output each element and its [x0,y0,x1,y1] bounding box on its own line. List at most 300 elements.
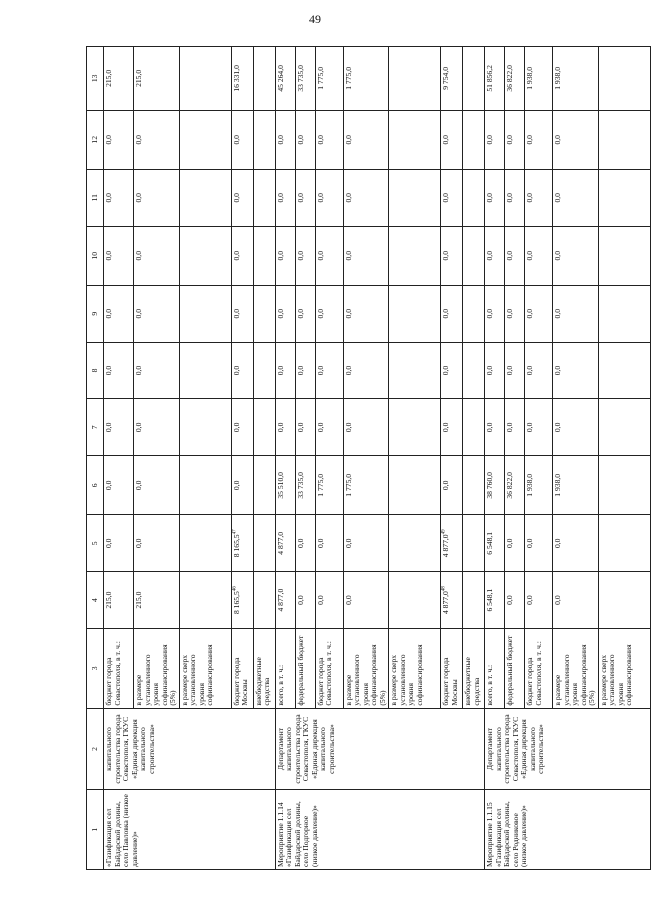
value-cell [253,515,275,572]
value-text: 4 877,0 [441,591,450,615]
value-text: 1 938,0 [553,66,562,90]
value-cell [295,285,315,342]
value-text: 0,0 [441,365,450,376]
header-cell: 1 [87,790,104,870]
value-text: 0,0 [441,135,450,145]
value-cell [231,169,253,226]
value-cell [134,515,180,572]
value-text: 0,0 [525,135,534,145]
value-text: 0,0 [231,250,241,261]
value-cell [505,169,525,226]
value-cell [598,399,650,456]
funding-source-cell: бюджет города Севастополя, в т. ч.: [104,629,134,709]
value-cell [104,399,134,456]
value-cell [441,342,463,399]
header-cell: 9 [87,285,104,342]
activity-name-cell: «Газификация сел Байдарской долины, село Павловка (низкое давление)» [104,790,276,870]
value-text: 0,0 [134,422,143,433]
header-cell: 8 [87,342,104,399]
value-text: 0,0 [231,308,241,319]
funding-source-cell: в размере установленного уровня софинансирования (5%) [343,629,389,709]
value-cell [389,342,441,399]
value-cell [253,572,275,629]
value-cell [253,342,275,399]
value-cell [389,399,441,456]
value-cell [315,572,343,629]
value-text: 0,0 [295,538,305,549]
value-cell [179,456,231,515]
value-cell [134,572,180,629]
value-cell [179,515,231,572]
value-cell [505,515,525,572]
activity-name-cell: Мероприятие 1.1.15 «Газификация сел Байдарской долины, село Родниковое (низкое давление)» [485,790,651,870]
value-cell [505,47,525,111]
value-text: 0,0 [104,135,113,145]
value-cell [553,47,599,111]
value-text: 0,0 [505,308,514,319]
value-text: 0,0 [295,308,305,319]
value-cell [253,285,275,342]
value-cell [553,285,599,342]
value-cell [485,226,505,285]
value-text: 215,0 [104,69,113,87]
value-cell [134,285,180,342]
value-cell [275,226,295,285]
value-text: 0,0 [525,538,534,549]
value-text: 1 775,0 [343,66,353,90]
value-text: 0,0 [315,595,325,605]
value-cell [179,399,231,456]
value-cell [485,285,505,342]
executor-cell: Департамент капитального строительства города Севастополя, ГКУС «Единая дирекция капитального строительства» [275,708,485,790]
value-cell [389,572,441,629]
value-text: 0,0 [295,135,305,145]
value-cell [389,515,441,572]
value-cell [553,572,599,629]
value-cell [598,110,650,169]
value-text: 0,0 [525,365,534,376]
value-cell [134,47,180,111]
value-text: 0,0 [525,422,534,433]
value-text: 1 938,0 [525,473,534,497]
value-cell [275,572,295,629]
value-text: 0,0 [134,308,143,319]
header-cell: 2 [87,708,104,790]
value-text: 0,0 [231,135,241,145]
value-cell [104,169,134,226]
financing-table [86,46,651,870]
header-cell: 11 [87,169,104,226]
value-text: 0,0 [343,135,353,145]
value-cell [343,169,389,226]
value-text: 0,0 [553,538,562,549]
value-text: 0,0 [553,135,562,145]
value-text: 6 548,1 [485,588,494,612]
value-cell [463,399,485,456]
value-cell [343,285,389,342]
value-cell [441,572,463,629]
value-text: 0,0 [553,595,562,605]
value-cell [598,169,650,226]
value-cell [343,226,389,285]
value-text: 0,0 [343,595,353,605]
value-text: 0,0 [343,538,353,549]
value-cell [389,169,441,226]
value-text: 0,0 [441,250,450,261]
funding-source-cell: бюджет города Севастополя, в т. ч.: [315,629,343,709]
value-cell [485,169,505,226]
value-cell [315,285,343,342]
value-text: 0,0 [231,365,241,376]
value-cell [553,110,599,169]
value-text: 0,0 [104,193,113,203]
table-row [485,47,505,870]
value-text: 0,0 [505,538,514,549]
value-cell [231,399,253,456]
value-cell [441,285,463,342]
value-cell [553,399,599,456]
funding-source-cell: федеральный бюджет [295,629,315,709]
value-cell [463,169,485,226]
value-cell [315,47,343,111]
value-text: 0,0 [315,308,325,319]
value-text: 16 331,0 [231,65,241,92]
value-cell [525,515,553,572]
value-text: 0,0 [295,595,305,605]
value-cell [441,515,463,572]
value-text: 0,0 [441,193,450,203]
value-text: 1 775,0 [315,473,325,497]
value-text: 0,0 [104,365,113,376]
value-cell [389,456,441,515]
value-text: 0,0 [343,308,353,319]
value-cell [275,110,295,169]
value-cell [485,399,505,456]
value-text: 0,0 [134,135,143,145]
value-cell [295,342,315,399]
value-cell [389,285,441,342]
value-cell [485,47,505,111]
header-cell: 12 [87,110,104,169]
value-text: 215,0 [104,591,113,609]
value-cell [485,515,505,572]
value-text: 33 735,0 [295,65,305,92]
value-cell [179,572,231,629]
value-cell [525,47,553,111]
value-cell [275,456,295,515]
value-text: 0,0 [315,365,325,376]
funding-source-cell: бюджет города Москвы [441,629,463,709]
value-text: 0,0 [295,365,305,376]
value-text: 0,0 [315,250,325,261]
value-cell [505,226,525,285]
value-text: 1 775,0 [315,66,325,90]
value-cell [463,226,485,285]
value-text: 0,0 [104,250,113,261]
value-text: 0,0 [505,250,514,261]
value-text: 1 938,0 [525,66,534,90]
value-cell [505,399,525,456]
value-cell [343,456,389,515]
value-cell [295,47,315,111]
value-text: 0,0 [275,308,285,319]
value-text: 0,0 [134,193,143,203]
header-cell: 13 [87,47,104,111]
value-text: 0,0 [231,193,241,203]
funding-source-cell: федеральный бюджет [505,629,525,709]
value-text: 0,0 [525,595,534,605]
value-cell [253,456,275,515]
value-cell [104,572,134,629]
header-cell: 5 [87,515,104,572]
value-cell [343,110,389,169]
value-cell [134,169,180,226]
footnote-ref: 47 [231,529,237,535]
header-cell: 4 [87,572,104,629]
value-cell [525,110,553,169]
value-cell [295,169,315,226]
value-text: 0,0 [134,250,143,261]
value-cell [275,47,295,111]
value-cell [441,226,463,285]
value-cell [134,456,180,515]
table-row [275,47,295,870]
value-text: 0,0 [231,480,241,491]
value-cell [441,47,463,111]
value-cell [134,226,180,285]
value-cell [389,110,441,169]
value-text: 0,0 [104,538,113,549]
executor-cell: капитального строительства города Севастополя, ГКУС «Единая дирекция капитального строительства» [104,708,276,790]
value-text: 35 510,0 [275,472,285,499]
value-cell [179,226,231,285]
value-cell [295,515,315,572]
value-text: 0,0 [505,365,514,376]
value-cell [253,399,275,456]
value-text: 38 760,0 [485,472,494,499]
value-text: 0,0 [525,250,534,261]
value-cell [231,572,253,629]
value-text: 36 822,0 [505,472,514,499]
value-text: 0,0 [525,193,534,203]
value-text: 0,0 [485,422,494,433]
value-cell [295,456,315,515]
value-cell [104,342,134,399]
value-cell [525,285,553,342]
value-text: 4 877,0 [441,534,450,558]
value-text: 8 165,5 [231,591,241,615]
header-cell: 7 [87,399,104,456]
value-cell [389,226,441,285]
value-cell [231,226,253,285]
value-cell [134,110,180,169]
value-cell [253,169,275,226]
value-cell [553,456,599,515]
activity-name-cell: Мероприятие 1.1.14 «Газификация сел Байдарской долины, село Подгорное (низкое давление)» [275,790,485,870]
value-text: 51 856,2 [485,65,494,92]
value-cell [525,169,553,226]
value-cell [463,572,485,629]
value-text: 1 775,0 [343,473,353,497]
value-text: 0,0 [553,422,562,433]
value-text: 0,0 [343,250,353,261]
header-cell: 6 [87,456,104,515]
funding-source-cell: всего, в т. ч.: [275,629,295,709]
value-text: 6 548,1 [485,531,494,555]
value-text: 4 877,0 [275,588,285,612]
funding-source-cell: в размере сверх установленного уровня софинансирования [389,629,441,709]
value-cell [598,456,650,515]
value-cell [275,169,295,226]
value-cell [525,342,553,399]
value-cell [315,169,343,226]
value-cell [179,342,231,399]
table-row [104,47,134,870]
value-cell [598,342,650,399]
value-text: 0,0 [553,365,562,376]
value-cell [275,285,295,342]
value-text: 1 938,0 [553,473,562,497]
footnote-ref: 48 [441,586,447,592]
header-row [87,47,104,870]
value-text: 0,0 [275,422,285,433]
value-cell [179,285,231,342]
value-text: 0,0 [134,365,143,376]
value-text: 0,0 [553,308,562,319]
value-text: 0,0 [315,135,325,145]
value-text: 36 822,0 [505,65,514,92]
value-cell [104,47,134,111]
value-cell [231,342,253,399]
value-cell [134,342,180,399]
value-text: 215,0 [134,591,143,609]
value-cell [463,342,485,399]
value-cell [295,572,315,629]
value-cell [389,47,441,111]
value-cell [505,572,525,629]
value-text: 0,0 [295,422,305,433]
value-cell [485,342,505,399]
value-cell [253,110,275,169]
value-cell [231,47,253,111]
value-text: 45 264,0 [275,65,285,92]
value-cell [343,399,389,456]
value-text: 0,0 [315,538,325,549]
value-cell [231,285,253,342]
value-text: 0,0 [525,308,534,319]
footnote-ref: 46 [231,586,237,592]
value-cell [275,515,295,572]
value-cell [525,572,553,629]
value-text: 0,0 [295,250,305,261]
value-cell [104,226,134,285]
value-text: 9 754,0 [441,66,450,90]
value-cell [598,285,650,342]
value-cell [553,515,599,572]
footnote-ref: 49 [441,529,447,535]
value-cell [104,515,134,572]
value-text: 0,0 [343,193,353,203]
value-text: 0,0 [485,135,494,145]
value-cell [485,110,505,169]
value-cell [485,572,505,629]
value-cell [104,285,134,342]
value-text: 0,0 [485,193,494,203]
value-text: 0,0 [315,422,325,433]
value-text: 0,0 [104,480,113,491]
value-cell [343,342,389,399]
value-text: 0,0 [505,422,514,433]
value-cell [505,110,525,169]
value-text: 0,0 [275,193,285,203]
value-text: 0,0 [295,193,305,203]
value-cell [598,47,650,111]
value-cell [295,399,315,456]
value-cell [134,399,180,456]
value-text: 0,0 [134,538,143,549]
value-cell [315,342,343,399]
value-cell [463,47,485,111]
value-cell [104,110,134,169]
funding-source-cell: в размере установленного уровня софинансирования (5%) [134,629,180,709]
value-text: 215,0 [134,69,143,87]
value-cell [315,110,343,169]
value-text: 0,0 [275,250,285,261]
executor-cell: Департамент капитального строительства города Севастополя, ГКУС «Единая дирекция капитального строительства» [485,708,651,790]
value-text: 0,0 [275,365,285,376]
rotated-table-container [86,46,633,870]
value-cell [231,110,253,169]
value-cell [315,399,343,456]
value-text: 0,0 [485,308,494,319]
funding-source-cell: внебюджетные средства [253,629,275,709]
value-cell [315,456,343,515]
value-text: 0,0 [441,480,450,491]
value-cell [179,110,231,169]
value-text: 0,0 [441,308,450,319]
funding-source-cell: бюджет города Севастополя, в т. ч.: [525,629,553,709]
value-cell [343,47,389,111]
value-text: 0,0 [553,193,562,203]
value-cell [253,226,275,285]
value-cell [179,47,231,111]
value-cell [231,515,253,572]
value-cell [463,110,485,169]
value-text: 0,0 [505,595,514,605]
value-cell [441,456,463,515]
value-cell [179,169,231,226]
value-text: 0,0 [275,135,285,145]
value-text: 0,0 [505,193,514,203]
value-cell [295,110,315,169]
page-number: 49 [309,12,321,26]
value-cell [598,515,650,572]
value-text: 0,0 [104,422,113,433]
header-cell: 3 [87,629,104,709]
value-text: 0,0 [315,193,325,203]
funding-source-cell: бюджет города Москвы [231,629,253,709]
value-text: 0,0 [343,365,353,376]
value-cell [315,515,343,572]
value-text: 0,0 [441,422,450,433]
value-cell [505,285,525,342]
value-cell [275,342,295,399]
value-cell [505,342,525,399]
funding-source-cell: в размере сверх установленного уровня софинансирования [179,629,231,709]
value-text: 0,0 [553,250,562,261]
value-text: 0,0 [505,135,514,145]
value-text: 4 877,0 [275,531,285,555]
